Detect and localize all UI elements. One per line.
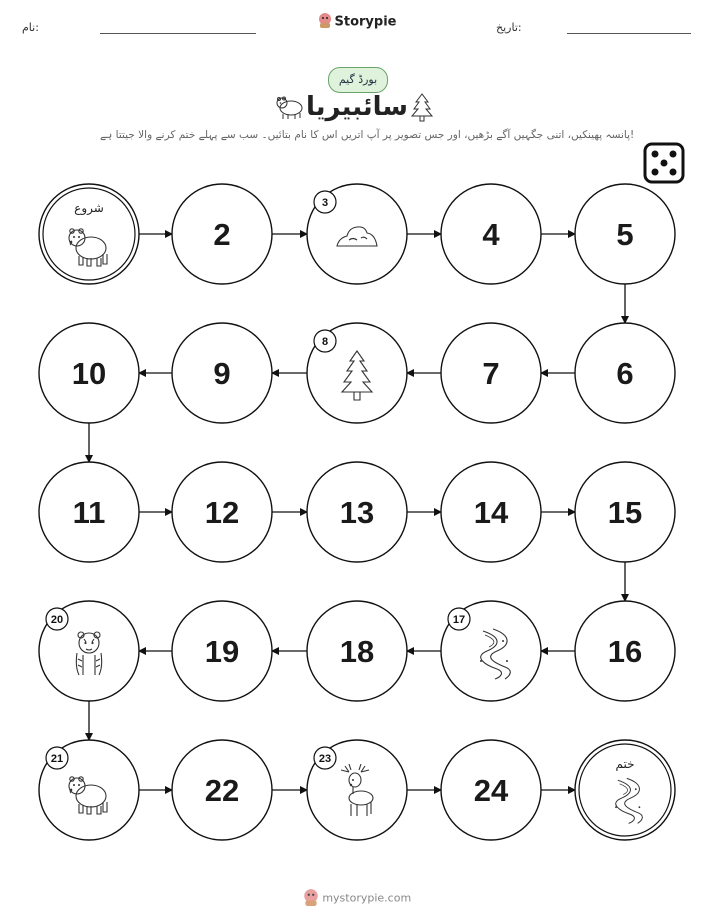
space-number: 15 xyxy=(607,495,643,530)
space-number: 19 xyxy=(204,634,240,669)
space-number-badge: 21 xyxy=(50,753,64,765)
board-space-5[interactable] xyxy=(575,184,675,284)
space-number: 10 xyxy=(71,356,107,391)
space-number: 9 xyxy=(213,356,231,391)
board-space-11[interactable] xyxy=(39,462,139,562)
space-number-badge: 17 xyxy=(452,614,466,626)
board-space-7[interactable] xyxy=(441,323,541,423)
board-game-pill: بورڈ گیم xyxy=(328,67,388,93)
footer-url: mystorypie.com xyxy=(322,891,412,905)
space-number: 24 xyxy=(473,773,509,808)
board-space-2[interactable] xyxy=(172,184,272,284)
board-space-10[interactable] xyxy=(39,323,139,423)
space-number-badge: 23 xyxy=(318,753,332,765)
space-number-badge: 20 xyxy=(50,614,64,626)
board-space-17[interactable] xyxy=(441,601,541,701)
page-title: سائبیریا xyxy=(305,92,409,122)
board-space-18[interactable] xyxy=(307,601,407,701)
board-space-9[interactable] xyxy=(172,323,272,423)
brand-name: Storypie xyxy=(334,14,397,30)
space-number: 6 xyxy=(616,356,634,391)
board-space-8[interactable] xyxy=(307,323,407,423)
board-space-3[interactable] xyxy=(307,184,407,284)
space-number: 14 xyxy=(473,495,509,530)
space-number: 13 xyxy=(339,495,375,530)
board-space-12[interactable] xyxy=(172,462,272,562)
board-space-16[interactable] xyxy=(575,601,675,701)
space-number: 5 xyxy=(616,217,634,252)
footer xyxy=(0,888,714,909)
space-number: 4 xyxy=(482,217,500,252)
board-space-19[interactable] xyxy=(172,601,272,701)
space-number-badge: 8 xyxy=(321,336,329,348)
board-space-22[interactable] xyxy=(172,740,272,840)
name-label: نام: xyxy=(22,21,39,34)
board-space-6[interactable] xyxy=(575,323,675,423)
space-number: 16 xyxy=(607,634,643,669)
space-number: 22 xyxy=(204,773,240,808)
space-number: 2 xyxy=(213,217,231,252)
board-space-24[interactable] xyxy=(441,740,541,840)
space-number: 18 xyxy=(339,634,375,669)
board-space-20[interactable] xyxy=(39,601,139,701)
board-space-15[interactable] xyxy=(575,462,675,562)
board-space-21[interactable] xyxy=(39,740,139,840)
finish-space[interactable] xyxy=(575,740,675,840)
board-space-14[interactable] xyxy=(441,462,541,562)
board-space-13[interactable] xyxy=(307,462,407,562)
start-space[interactable] xyxy=(39,184,139,284)
instructions: پانسہ پھینکیں، اتنی جگہیں آگے بڑھیں، اور جس تصویر پر آپ اتریں اس کا نام بتائیں۔ سب سے پہلے ختم کرنے والا جیتتا ہے! xyxy=(100,129,635,141)
board-space-4[interactable] xyxy=(441,184,541,284)
start-label: شروع xyxy=(74,201,104,215)
space-number: 11 xyxy=(72,495,106,530)
board-space-23[interactable] xyxy=(307,740,407,840)
date-label: تاریخ: xyxy=(496,21,522,34)
space-number-badge: 3 xyxy=(321,197,329,209)
space-number: 12 xyxy=(204,495,240,530)
space-number: 7 xyxy=(482,356,500,391)
finish-label: ختم xyxy=(615,757,635,771)
footer-logo-icon xyxy=(303,888,319,909)
